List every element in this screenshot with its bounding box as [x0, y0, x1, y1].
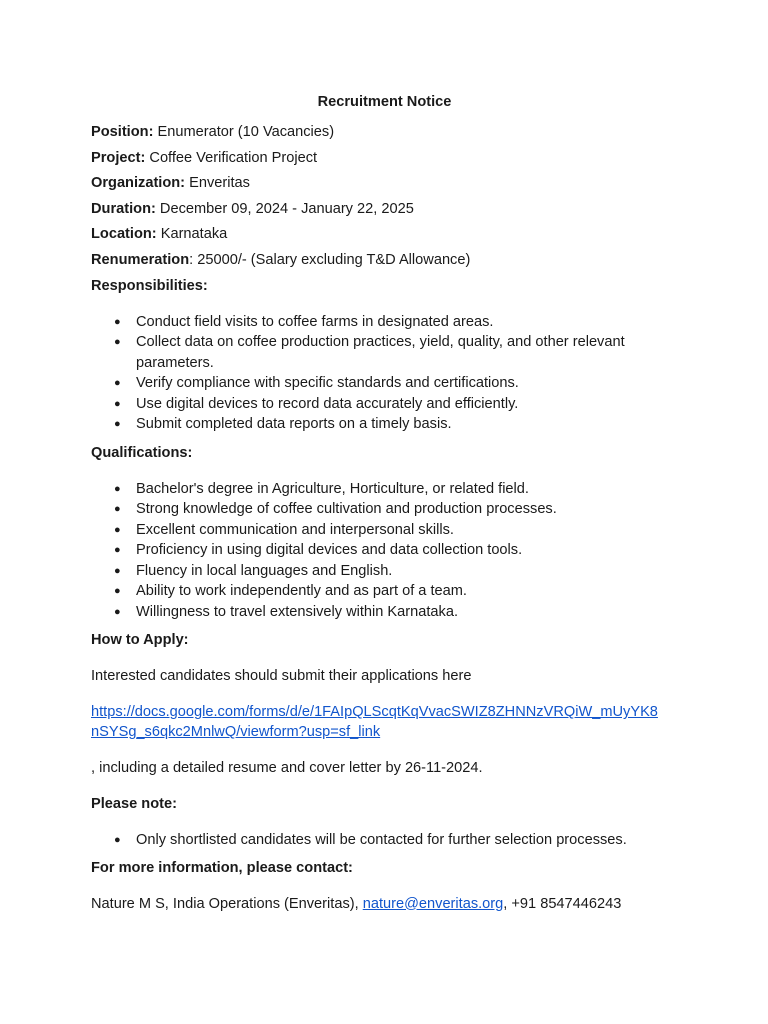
- apply-intro: Interested candidates should submit their applications here: [91, 668, 472, 685]
- bullet-icon: ●: [114, 397, 121, 410]
- qualifications-list: [91, 479, 691, 623]
- list-item: ● Only shortlisted candidates will be contacted for further selection processes.: [91, 830, 691, 851]
- contact-heading: For more information, please contact:: [91, 859, 353, 876]
- list-item: ● Bachelor's degree in Agriculture, Horticulture, or related field.: [91, 479, 691, 500]
- responsibilities-heading: Responsibilities:: [91, 277, 208, 294]
- field-location: [91, 224, 691, 250]
- application-form-link[interactable]: https://docs.google.com/forms/d/e/1FAIpQLScqtKqVvacSWIZ8ZHNNzVRQiW_mUyYK8 nSYSg_s6qkc2MnlwQ/viewform?usp=sf_link: [91, 704, 658, 741]
- field-value: Enumerator (10 Vacancies): [153, 124, 335, 140]
- bullet-icon: ●: [114, 482, 121, 495]
- contact-email-link[interactable]: nature@enveritas.org: [362, 895, 504, 912]
- apply-outro: , including a detailed resume and cover letter by 26-11-2024.: [91, 760, 483, 777]
- document-body: [91, 92, 691, 914]
- list-item: ● Use digital devices to record data accurately and efficiently.: [91, 394, 691, 415]
- bullet-icon: ●: [114, 544, 121, 557]
- field-label: Location:: [91, 226, 157, 243]
- field-project: [91, 148, 691, 174]
- field-label: Duration:: [91, 200, 156, 217]
- list-item: ● Ability to work independently and as part of a team.: [91, 581, 691, 602]
- field-value: December 09, 2024 - January 22, 2025: [155, 200, 414, 217]
- list-item: ● Verify compliance with specific standards and certifications.: [91, 373, 691, 394]
- field-duration: [91, 199, 691, 225]
- bullet-icon: ●: [114, 418, 121, 431]
- responsibilities-list: [91, 312, 691, 435]
- field-renumeration: [91, 250, 691, 276]
- list-item: ● Willingness to travel extensively within Karnataka.: [91, 602, 691, 623]
- field-label: Position:: [91, 124, 154, 140]
- field-position: [91, 122, 691, 148]
- list-item: ● Collect data on coffee production practices, yield, quality, and other relevant parameters.: [114, 334, 625, 371]
- bullet-icon: ●: [114, 503, 121, 516]
- field-value: Karnataka: [156, 226, 228, 243]
- list-item: ● Strong knowledge of coffee cultivation and production processes.: [91, 499, 691, 520]
- field-organization: [91, 173, 691, 199]
- list-item: ● Fluency in local languages and English.: [91, 561, 691, 582]
- page-title: Recruitment Notice: [317, 94, 452, 110]
- bullet-icon: ●: [114, 336, 121, 349]
- bullet-icon: ●: [114, 377, 121, 390]
- field-value: Coffee Verification Project: [145, 149, 318, 166]
- field-label: Organization:: [91, 175, 186, 192]
- note-list: [91, 830, 691, 851]
- field-value: : 25000/- (Salary excluding T&D Allowance): [189, 251, 471, 268]
- list-item: ● Conduct field visits to coffee farms in designated areas.: [91, 312, 691, 333]
- field-value: Enveritas: [185, 175, 250, 192]
- application-form-link-block: [91, 702, 691, 742]
- contact-line: Nature M S, India Operations (Enveritas), nature@enveritas.org, +91 8547446243: [91, 895, 622, 912]
- bullet-icon: ●: [114, 315, 121, 328]
- bullet-icon: ●: [114, 564, 121, 577]
- list-item: ● Excellent communication and interpersonal skills.: [91, 520, 691, 541]
- bullet-icon: ●: [114, 585, 121, 598]
- bullet-icon: ●: [114, 605, 121, 618]
- list-item: ● Submit completed data reports on a timely basis.: [91, 414, 691, 435]
- bullet-icon: ●: [114, 834, 121, 847]
- qualifications-heading: Qualifications:: [91, 444, 193, 461]
- please-note-heading: Please note:: [91, 796, 177, 813]
- field-label: Project:: [91, 149, 146, 166]
- how-to-apply-heading: How to Apply:: [91, 632, 189, 649]
- field-label: Renumeration: [91, 251, 190, 268]
- list-item: ● Proficiency in using digital devices and data collection tools.: [91, 540, 691, 561]
- bullet-icon: ●: [114, 523, 121, 536]
